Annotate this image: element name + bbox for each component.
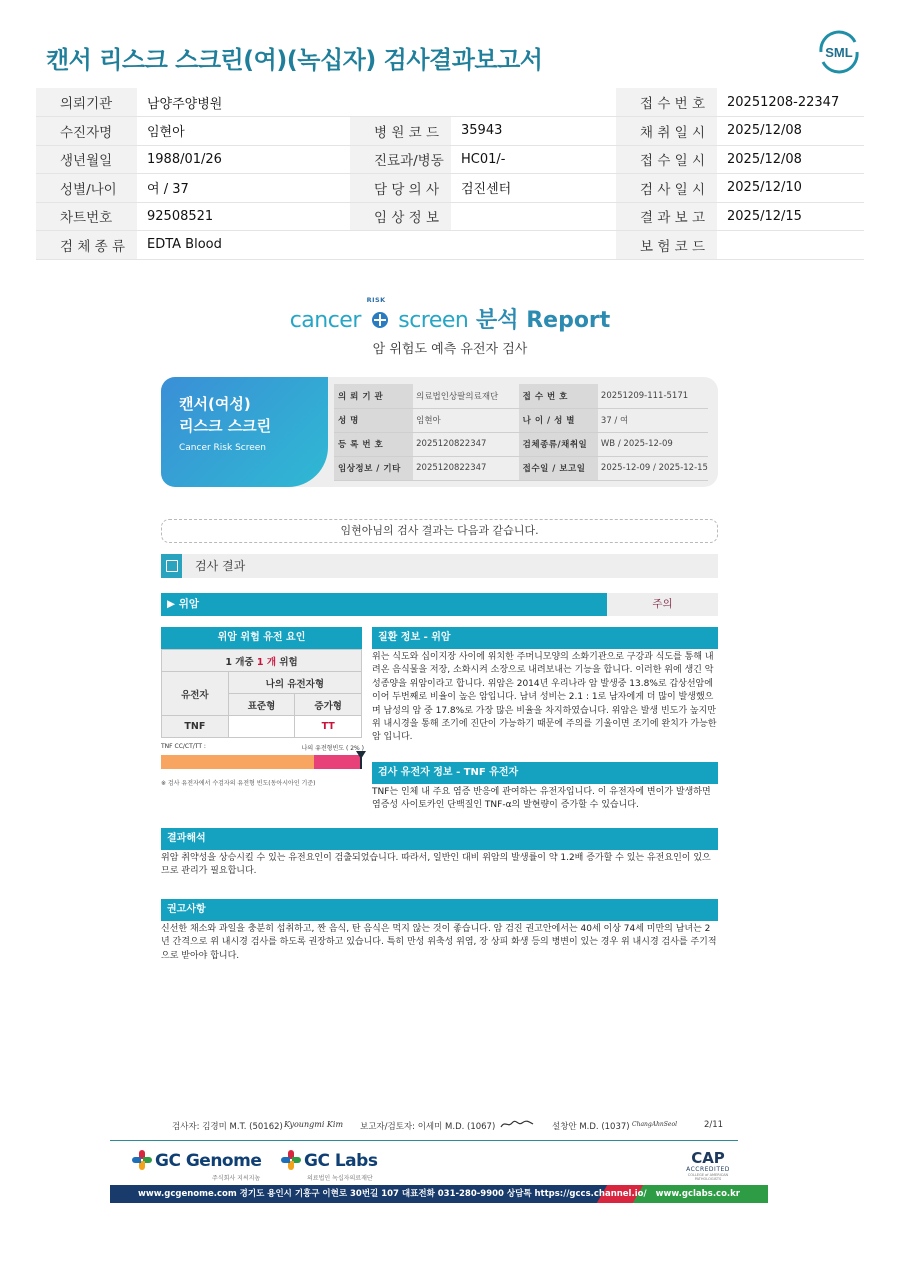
footer-divider	[110, 1140, 738, 1141]
card-title-en: Cancer Risk Screen	[179, 443, 267, 453]
summary-post: 위험	[279, 656, 298, 668]
info-label: 수진자명	[36, 117, 137, 146]
card-label: 검체종류/채취일	[519, 432, 598, 456]
summary-pre: 1 개중	[225, 656, 254, 668]
table-row	[162, 716, 362, 738]
info-row	[36, 174, 864, 203]
info-row	[36, 88, 864, 117]
recommendation-header: 권고사항	[161, 899, 718, 921]
brand-risk-mark	[366, 296, 391, 333]
card-value: 2025-12-09 / 2025-12-15	[598, 456, 708, 480]
info-row	[36, 202, 864, 231]
reporter: 보고자/검토자: 이세미 M.D. (1067)	[360, 1122, 496, 1132]
gc-genome-sub: 주식회사 지씨지놈	[212, 1175, 261, 1182]
info-label: 접 수 번 호	[616, 88, 717, 117]
card-label: 접 수 번 호	[519, 384, 598, 408]
info-value: 검진센터	[451, 174, 616, 203]
cap-accredited-logo	[677, 1150, 739, 1181]
section-header	[161, 554, 718, 578]
card-row	[334, 456, 708, 480]
freq-bar	[161, 755, 362, 769]
card-brand	[161, 377, 328, 487]
info-label: 보 험 코 드	[616, 231, 717, 260]
freq-left-label: TNF CC/CT/TT :	[161, 743, 206, 750]
gene-name: TNF	[162, 716, 229, 738]
freq-marker-icon	[356, 751, 366, 759]
result-greeting: 임현아님의 검사 결과는 다음과 같습니다.	[161, 519, 718, 543]
gc-genome-name: GC Genome	[155, 1151, 262, 1171]
normal-col-label: 표준형	[228, 694, 295, 716]
footer-address: www.gcgenome.com 경기도 용인시 기흥구 이현로 30번길 107 대표전화 031-280-9900 상담톡 https://gccs.channel.io/	[138, 1189, 647, 1199]
patient-card	[161, 377, 718, 487]
info-label	[350, 231, 451, 260]
gc-labs-name: GC Labs	[304, 1151, 378, 1171]
card-value: 37 / 여	[598, 408, 708, 432]
card-row	[334, 384, 708, 408]
info-label: 채 취 일 시	[616, 117, 717, 146]
info-value	[451, 202, 616, 231]
gene-info-header: 검사 유전자 정보 - TNF 유전자	[372, 762, 718, 784]
freq-note: ※ 검사 유전자에서 수검자의 유전형 빈도(동아시아인 기준)	[161, 780, 316, 787]
footer-website: www.gclabs.co.kr	[655, 1189, 740, 1199]
doctor2-signature: ChangAhnSeol	[632, 1121, 677, 1128]
genotype-summary	[162, 650, 362, 672]
card-info-grid	[334, 384, 708, 481]
card-label: 나 이 / 성 별	[519, 408, 598, 432]
info-value: HC01/-	[451, 145, 616, 174]
card-value: 2025120822347	[413, 432, 519, 456]
reporter-signature-icon	[500, 1118, 534, 1130]
normal-value	[228, 716, 295, 738]
genotype-header: 위암 위험 유전 요인	[161, 627, 362, 649]
risk-status: 주의	[652, 598, 673, 610]
risk-bar-fill: ▶ 위암	[161, 593, 607, 616]
info-value: 20251208-22347	[717, 88, 864, 117]
info-row	[36, 145, 864, 174]
card-label: 임상정보 / 기타	[334, 456, 413, 480]
report-subtitle: 암 위험도 예측 유전자 검사	[372, 342, 528, 357]
increase-col-label: 증가형	[295, 694, 362, 716]
doctor2: 설창안 M.D. (1037)	[552, 1122, 630, 1132]
card-row	[334, 408, 708, 432]
info-label: 성별/나이	[36, 174, 137, 203]
info-value: 2025/12/15	[717, 202, 864, 231]
cap-small: COLLEGE of AMERICAN PATHOLOGISTS	[687, 1173, 729, 1181]
gc-genome-logo	[132, 1150, 262, 1182]
sml-logo-icon	[815, 30, 863, 74]
info-value: 남양주양병원	[137, 88, 350, 117]
gc-labs-logo	[281, 1150, 378, 1182]
info-value: 2025/12/08	[717, 145, 864, 174]
card-title-line1: 캔서(여성)	[179, 395, 251, 413]
info-label: 생년월일	[36, 145, 137, 174]
patient-info-table	[36, 88, 864, 260]
summary-count: 1 개	[256, 656, 277, 668]
card-row	[334, 432, 708, 456]
increase-value: TT	[295, 716, 362, 738]
info-label: 임 상 정 보	[350, 202, 451, 231]
page-number: 2/11	[704, 1120, 724, 1130]
card-label: 접수일 / 보고일	[519, 456, 598, 480]
info-label	[350, 88, 451, 117]
gc-labs-sub: 의료법인 녹십자의료재단	[307, 1175, 373, 1182]
info-row	[36, 231, 864, 260]
card-value: 20251209-111-5171	[598, 384, 708, 408]
brand-screen: screen	[398, 308, 469, 333]
card-value: 2025120822347	[413, 456, 519, 480]
gc-cross-icon	[132, 1150, 152, 1170]
info-value: 35943	[451, 117, 616, 146]
genotype-summary-row	[162, 650, 362, 672]
examiner-signature: Kyoungmi Kim	[284, 1120, 344, 1129]
info-value: 2025/12/08	[717, 117, 864, 146]
target-icon	[371, 311, 389, 329]
info-value: EDTA Blood	[137, 231, 350, 260]
card-value: 임현아	[413, 408, 519, 432]
info-value: 92508521	[137, 202, 350, 231]
report-title	[0, 296, 900, 334]
card-label: 등 록 번 호	[334, 432, 413, 456]
interpretation-text: 위암 취약성을 상승시킬 수 있는 유전요인이 검출되었습니다. 따라서, 일반인 대비 위암의 발생률이 약 1.2배 증가할 수 있는 유전요인이 있으므로 관리가 필요합니다.	[161, 853, 711, 877]
info-label: 차트번호	[36, 202, 137, 231]
info-value: 1988/01/26	[137, 145, 350, 174]
section-title: 검사 결과	[195, 559, 246, 573]
info-label: 결 과 보 고	[616, 202, 717, 231]
freq-bar-mine	[314, 755, 362, 769]
info-value	[451, 88, 616, 117]
interpretation-header: 결과해석	[161, 828, 718, 850]
disease-info-text: 위는 식도와 십이지장 사이에 위치한 주머니모양의 소화기관으로 구강과 식도를 통해 내려온 음식물을 저장, 소화시켜 소장으로 내려보내는 기능을 합니다. 이러한 위에 생긴 악성종양을 위암이라고 합니다. 위암은 2014년 우리나라 암 발생중 13.8%로 갑상선암에 이어 두번째로 비율이 높은 암입니다. 남녀 성비는 2.1 : 1로 남자에게 더 많이 발생했으며 남성의 암 중 17.8%로 가장 많은 비율을 차지하였습니다. 위암은 발생 빈도가 높지만 위 내시경을 통해 조기에 진단이 가능하기 때문에 주의를 기울이면 조기에 완치가 가능한 암 입니다.	[372, 652, 717, 743]
cap-sub: ACCREDITED	[686, 1166, 730, 1173]
disease-info-header: 질환 정보 - 위암	[372, 627, 718, 649]
info-value: 여 / 37	[137, 174, 350, 203]
gene-col-label: 유전자	[162, 672, 229, 716]
brand-cancer: cancer	[289, 308, 361, 333]
risk-bar	[161, 593, 718, 616]
info-label: 병 원 코 드	[350, 117, 451, 146]
info-value: 2025/12/10	[717, 174, 864, 203]
genotype-table	[161, 649, 362, 738]
card-title-line2: 리스크 스크린	[179, 417, 272, 435]
genotype-header-row	[162, 672, 362, 694]
info-label: 진료과/병동	[350, 145, 451, 174]
gc-cross-icon	[281, 1150, 301, 1170]
card-value: 의료법인상팔의료재단	[413, 384, 519, 408]
page-title: 캔서 리스크 스크린(여)(녹십자) 검사결과보고서	[46, 46, 543, 74]
sml-logo-text: SML	[825, 45, 853, 60]
card-label: 의 뢰 기 관	[334, 384, 413, 408]
my-genotype-label: 나의 유전자형	[228, 672, 361, 694]
gene-info-text: TNF는 인체 내 주요 염증 반응에 관여하는 유전자입니다. 이 유전자에 변이가 발생하면 염증성 사이토카인 단백질인 TNF-α의 발현량이 증가할 수 있습니다.	[372, 787, 711, 811]
info-value	[717, 231, 864, 260]
cap-text: CAP	[691, 1149, 725, 1167]
info-value	[451, 231, 616, 260]
card-label: 성 명	[334, 408, 413, 432]
recommendation-text: 신선한 채소와 과일을 충분히 섭취하고, 짠 음식, 탄 음식은 먹지 않는 것이 좋습니다. 암 검진 권고안에서는 40세 이상 74세 미만의 남녀는 2년 간격으로 위 내시경 검사를 하도록 권장하고 있습니다. 특히 만성 위축성 위염, 장 상피 화생 등의 병변이 있는 경우 위 내시경 검사를 주기적으로 받아야 합니다.	[161, 924, 717, 961]
info-label: 검 사 일 시	[616, 174, 717, 203]
info-label: 담 당 의 사	[350, 174, 451, 203]
info-label: 의뢰기관	[36, 88, 137, 117]
report-title-kr: 분석 Report	[476, 308, 611, 333]
freq-right-label: 나의 유전형빈도 ( 2% )	[301, 745, 364, 752]
footer-bar	[110, 1185, 768, 1203]
card-value: WB / 2025-12-09	[598, 432, 708, 456]
info-row	[36, 117, 864, 146]
brand-risk-word: RISK	[366, 296, 386, 304]
info-label: 접 수 일 시	[616, 145, 717, 174]
info-label: 검 체 종 류	[36, 231, 137, 260]
result-icon	[161, 554, 182, 578]
examiner: 검사자: 김경미 M.T. (50162)	[172, 1122, 283, 1132]
info-value: 임현아	[137, 117, 350, 146]
